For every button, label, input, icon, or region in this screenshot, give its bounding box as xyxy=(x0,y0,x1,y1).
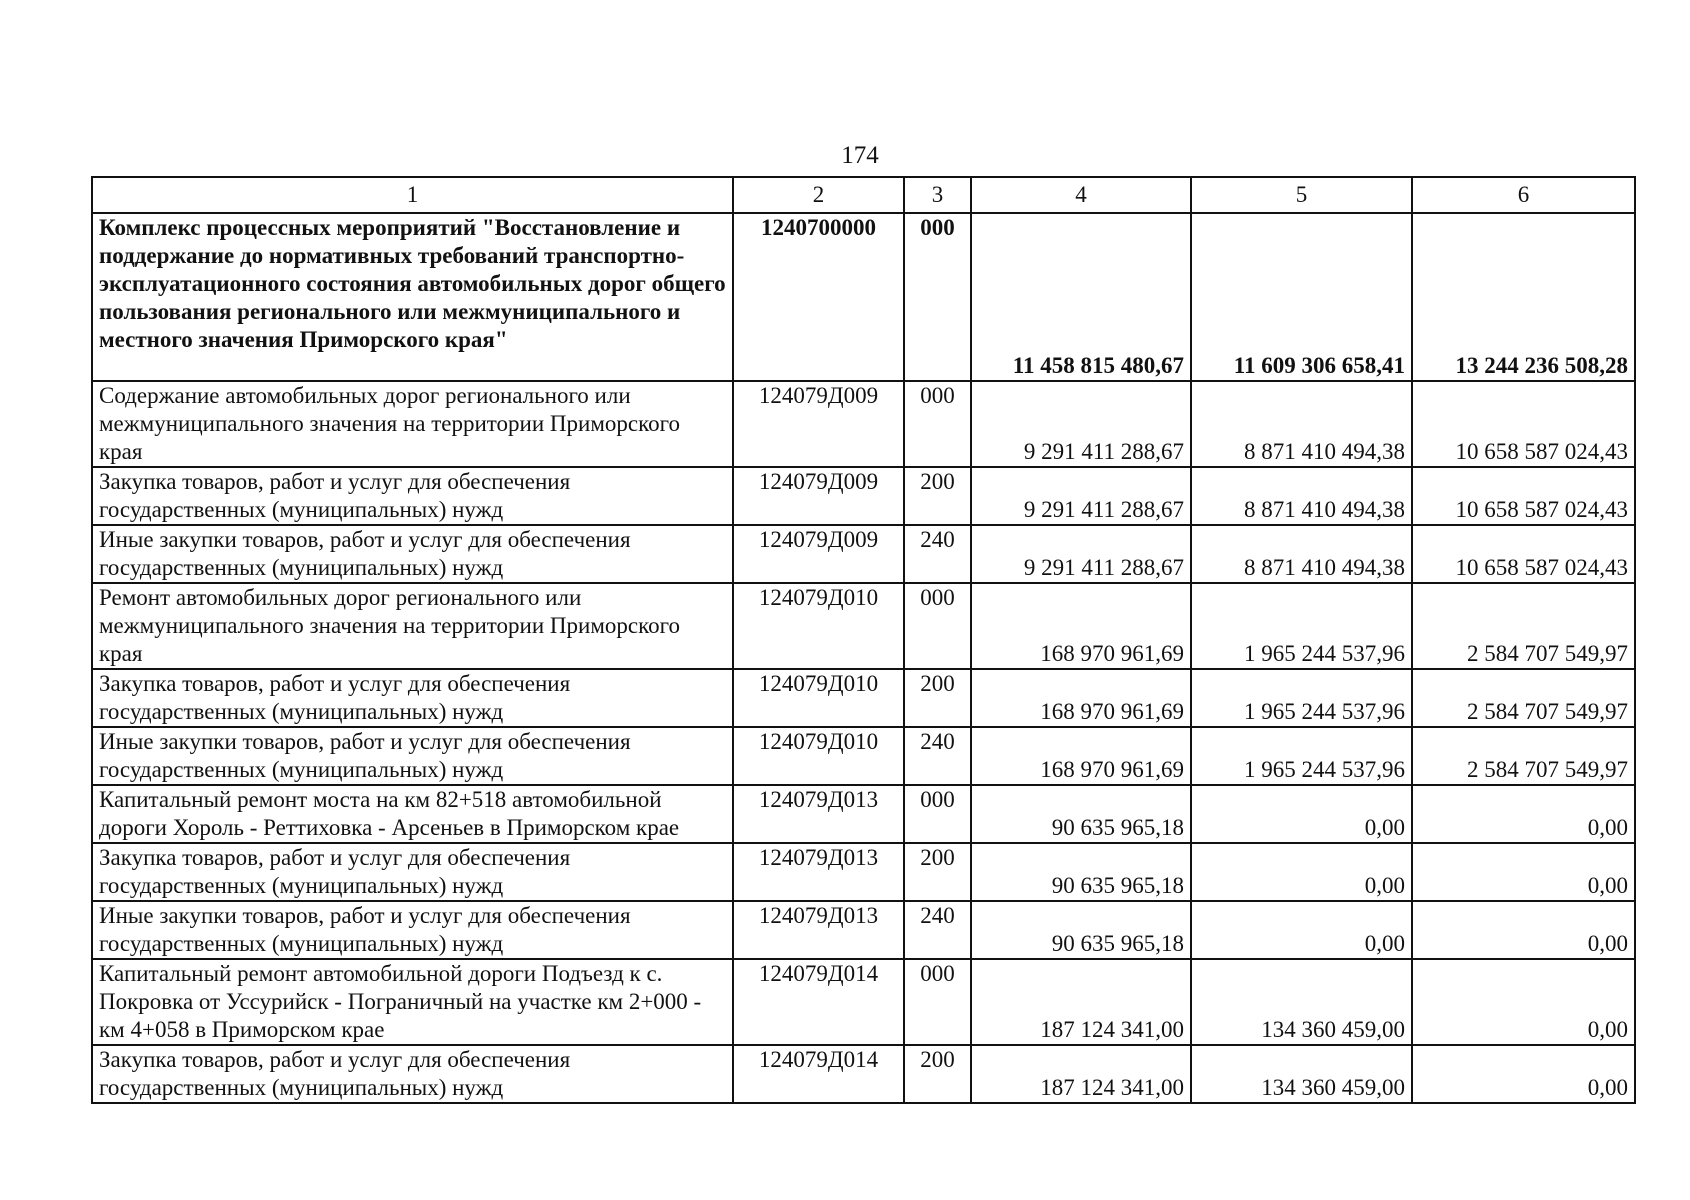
cell-v2: 0,00 xyxy=(1191,901,1412,959)
cell-v3: 2 584 707 549,97 xyxy=(1412,583,1635,669)
header-row xyxy=(92,177,1635,213)
cell-csr: 124079Д013 xyxy=(733,843,904,901)
cell-v1: 9 291 411 288,67 xyxy=(971,467,1191,525)
cell-v2: 11 609 306 658,41 xyxy=(1191,213,1412,381)
table-row xyxy=(92,959,1635,1045)
cell-vr: 000 xyxy=(904,213,971,381)
cell-v1: 9 291 411 288,67 xyxy=(971,381,1191,467)
table-row xyxy=(92,901,1635,959)
cell-vr: 000 xyxy=(904,959,971,1045)
table-row xyxy=(92,843,1635,901)
cell-v3: 10 658 587 024,43 xyxy=(1412,381,1635,467)
cell-v2: 1 965 244 537,96 xyxy=(1191,669,1412,727)
cell-vr: 000 xyxy=(904,785,971,843)
cell-vr: 200 xyxy=(904,669,971,727)
page-number: 174 xyxy=(841,142,879,169)
cell-csr: 124079Д010 xyxy=(733,583,904,669)
budget-table xyxy=(91,176,1636,1104)
cell-name: Содержание автомобильных дорог регионального или межмуниципального значения на территории Приморского края xyxy=(92,381,733,467)
cell-name: Закупка товаров, работ и услуг для обеспечения государственных (муниципальных) нужд xyxy=(92,467,733,525)
cell-v3: 10 658 587 024,43 xyxy=(1412,525,1635,583)
table-row xyxy=(92,727,1635,785)
cell-name: Капитальный ремонт моста на км 82+518 автомобильной дороги Хороль - Реттиховка - Арсеньев в Приморском крае xyxy=(92,785,733,843)
column-header: 6 xyxy=(1412,177,1635,213)
cell-csr: 124079Д014 xyxy=(733,1045,904,1103)
cell-v2: 8 871 410 494,38 xyxy=(1191,467,1412,525)
table-row xyxy=(92,467,1635,525)
cell-vr: 200 xyxy=(904,467,971,525)
cell-csr: 124079Д013 xyxy=(733,785,904,843)
cell-v2: 134 360 459,00 xyxy=(1191,959,1412,1045)
cell-csr: 1240700000 xyxy=(733,213,904,381)
cell-v3: 10 658 587 024,43 xyxy=(1412,467,1635,525)
cell-vr: 000 xyxy=(904,381,971,467)
cell-v3: 0,00 xyxy=(1412,1045,1635,1103)
cell-v3: 0,00 xyxy=(1412,843,1635,901)
cell-v1: 168 970 961,69 xyxy=(971,727,1191,785)
cell-csr: 124079Д010 xyxy=(733,727,904,785)
column-header: 3 xyxy=(904,177,971,213)
cell-v3: 2 584 707 549,97 xyxy=(1412,669,1635,727)
table-row xyxy=(92,381,1635,467)
table-row xyxy=(92,525,1635,583)
cell-vr: 240 xyxy=(904,525,971,583)
table-row xyxy=(92,1045,1635,1103)
cell-v2: 1 965 244 537,96 xyxy=(1191,583,1412,669)
cell-vr: 240 xyxy=(904,727,971,785)
table-row xyxy=(92,669,1635,727)
cell-vr: 200 xyxy=(904,1045,971,1103)
cell-v1: 90 635 965,18 xyxy=(971,785,1191,843)
cell-csr: 124079Д009 xyxy=(733,381,904,467)
cell-name: Ремонт автомобильных дорог регионального или межмуниципального значения на территории Приморского края xyxy=(92,583,733,669)
cell-v3: 0,00 xyxy=(1412,959,1635,1045)
cell-v1: 187 124 341,00 xyxy=(971,1045,1191,1103)
table-row xyxy=(92,213,1635,381)
cell-v2: 8 871 410 494,38 xyxy=(1191,525,1412,583)
cell-vr: 200 xyxy=(904,843,971,901)
cell-name: Закупка товаров, работ и услуг для обеспечения государственных (муниципальных) нужд xyxy=(92,669,733,727)
cell-name: Закупка товаров, работ и услуг для обеспечения государственных (муниципальных) нужд xyxy=(92,1045,733,1103)
cell-v1: 187 124 341,00 xyxy=(971,959,1191,1045)
cell-v3: 0,00 xyxy=(1412,785,1635,843)
cell-csr: 124079Д009 xyxy=(733,525,904,583)
cell-name: Иные закупки товаров, работ и услуг для обеспечения государственных (муниципальных) нужд xyxy=(92,901,733,959)
cell-v1: 168 970 961,69 xyxy=(971,669,1191,727)
cell-v1: 11 458 815 480,67 xyxy=(971,213,1191,381)
cell-csr: 124079Д009 xyxy=(733,467,904,525)
cell-name: Иные закупки товаров, работ и услуг для обеспечения государственных (муниципальных) нужд xyxy=(92,727,733,785)
cell-v1: 9 291 411 288,67 xyxy=(971,525,1191,583)
cell-v2: 8 871 410 494,38 xyxy=(1191,381,1412,467)
cell-name: Капитальный ремонт автомобильной дороги Подъезд к с. Покровка от Уссурийск - Пограничный на участке км 2+000 - км 4+058 в Приморском крае xyxy=(92,959,733,1045)
cell-name: Иные закупки товаров, работ и услуг для обеспечения государственных (муниципальных) нужд xyxy=(92,525,733,583)
cell-v3: 13 244 236 508,28 xyxy=(1412,213,1635,381)
cell-vr: 240 xyxy=(904,901,971,959)
cell-v2: 0,00 xyxy=(1191,785,1412,843)
column-header: 4 xyxy=(971,177,1191,213)
cell-name: Комплекс процессных мероприятий "Восстановление и поддержание до нормативных требований транспортно-эксплуатационного состояния автомобильных дорог общего пользования регионального или межмуниципального и местного значения Приморского края" xyxy=(92,213,733,381)
table-row xyxy=(92,785,1635,843)
cell-csr: 124079Д014 xyxy=(733,959,904,1045)
cell-v1: 90 635 965,18 xyxy=(971,843,1191,901)
cell-v2: 0,00 xyxy=(1191,843,1412,901)
cell-v1: 90 635 965,18 xyxy=(971,901,1191,959)
cell-v2: 134 360 459,00 xyxy=(1191,1045,1412,1103)
column-header: 1 xyxy=(92,177,733,213)
table-row xyxy=(92,583,1635,669)
cell-v3: 2 584 707 549,97 xyxy=(1412,727,1635,785)
column-header: 2 xyxy=(733,177,904,213)
cell-csr: 124079Д010 xyxy=(733,669,904,727)
cell-name: Закупка товаров, работ и услуг для обеспечения государственных (муниципальных) нужд xyxy=(92,843,733,901)
column-header: 5 xyxy=(1191,177,1412,213)
cell-csr: 124079Д013 xyxy=(733,901,904,959)
cell-v3: 0,00 xyxy=(1412,901,1635,959)
cell-v1: 168 970 961,69 xyxy=(971,583,1191,669)
cell-vr: 000 xyxy=(904,583,971,669)
cell-v2: 1 965 244 537,96 xyxy=(1191,727,1412,785)
